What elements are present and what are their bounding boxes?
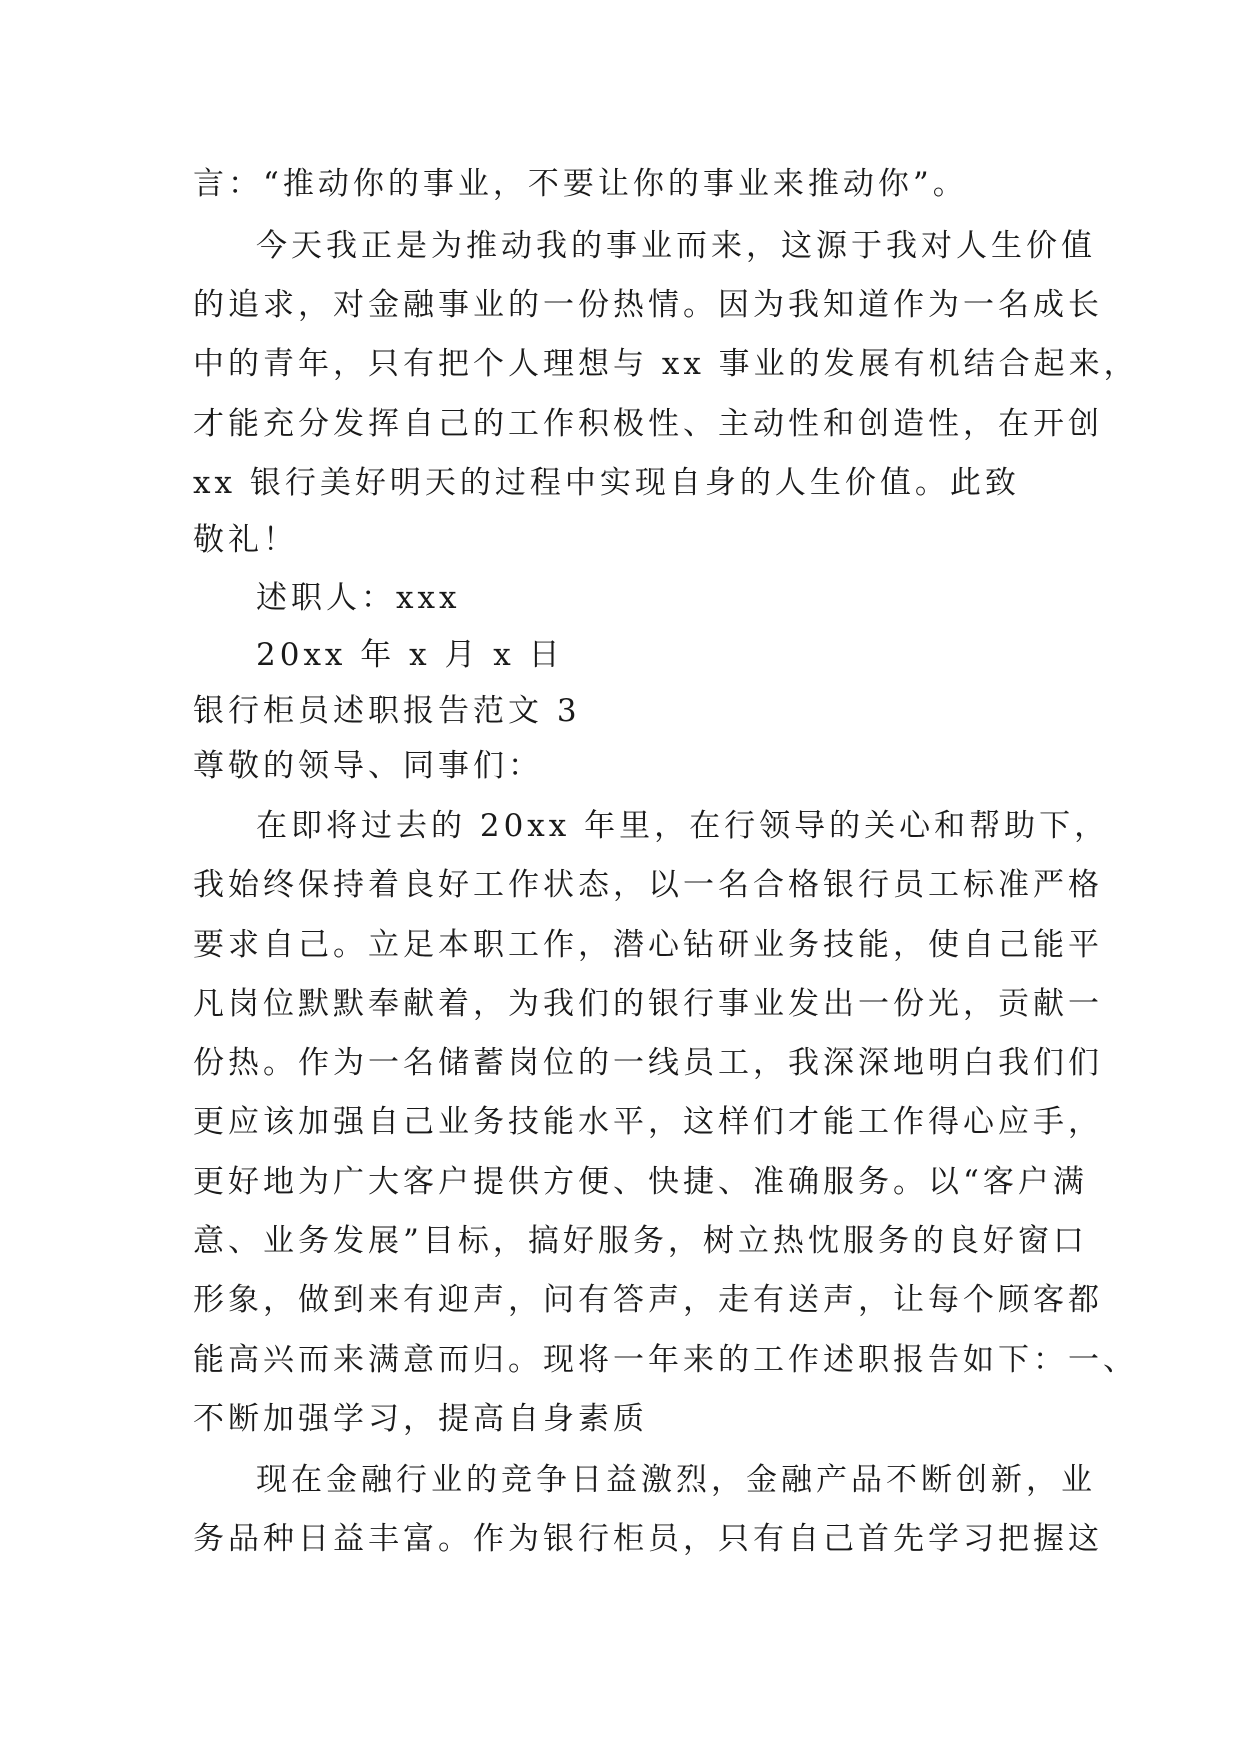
date-line: 20xx 年 x 月 x 日 xyxy=(256,637,564,673)
text-line: 凡岗位默默奉献着，为我们的银行事业发出一份光，贡献一 xyxy=(193,986,1103,1022)
text-line: 中的青年，只有把个人理想与 xx 事业的发展有机结合起来， xyxy=(193,346,1139,382)
text-line: 更好地为广大客户提供方便、快捷、准确服务。以“客户满 xyxy=(193,1164,1088,1200)
paragraph-start: 在即将过去的 20xx 年里，在行领导的关心和帮助下， xyxy=(256,808,1110,844)
text-line: 才能充分发挥自己的工作积极性、主动性和创造性，在开创 xyxy=(193,406,1103,442)
section-heading: 不断加强学习，提高自身素质 xyxy=(193,1401,648,1437)
text-line: 形象，做到来有迎声，问有答声，走有送声，让每个顾客都 xyxy=(193,1282,1103,1318)
signature-line: 述职人：xxx xyxy=(256,580,461,616)
text-line: 要求自己。立足本职工作，潜心钻研业务技能，使自己能平 xyxy=(193,927,1103,963)
text-line: xx 银行美好明天的过程中实现自身的人生价值。此致 xyxy=(193,465,1020,501)
paragraph-start: 现在金融行业的竞争日益激烈，金融产品不断创新，业 xyxy=(256,1462,1096,1498)
paragraph-start: 今天我正是为推动我的事业而来，这源于我对人生价值 xyxy=(256,228,1096,264)
text-line: 能高兴而来满意而归。现将一年来的工作述职报告如下：一、 xyxy=(193,1342,1138,1378)
text-line: 的追求，对金融事业的一份热情。因为我知道作为一名成长 xyxy=(193,287,1103,323)
greeting-line: 尊敬的领导、同事们： xyxy=(193,748,543,784)
closing-salutation: 敬礼！ xyxy=(193,522,298,558)
text-line: 更应该加强自己业务技能水平，这样们才能工作得心应手， xyxy=(193,1104,1103,1140)
section-title: 银行柜员述职报告范文 3 xyxy=(193,693,581,729)
text-line: 意、业务发展”目标，搞好服务，树立热忱服务的良好窗口 xyxy=(193,1223,1088,1259)
text-line: 份热。作为一名储蓄岗位的一线员工，我深深地明白我们们 xyxy=(193,1045,1103,1081)
text-line: 务品种日益丰富。作为银行柜员，只有自己首先学习把握这 xyxy=(193,1521,1103,1557)
text-line: 我始终保持着良好工作状态，以一名合格银行员工标准严格 xyxy=(193,867,1103,903)
text-line: 言：“推动你的事业，不要让你的事业来推动你”。 xyxy=(193,166,968,202)
